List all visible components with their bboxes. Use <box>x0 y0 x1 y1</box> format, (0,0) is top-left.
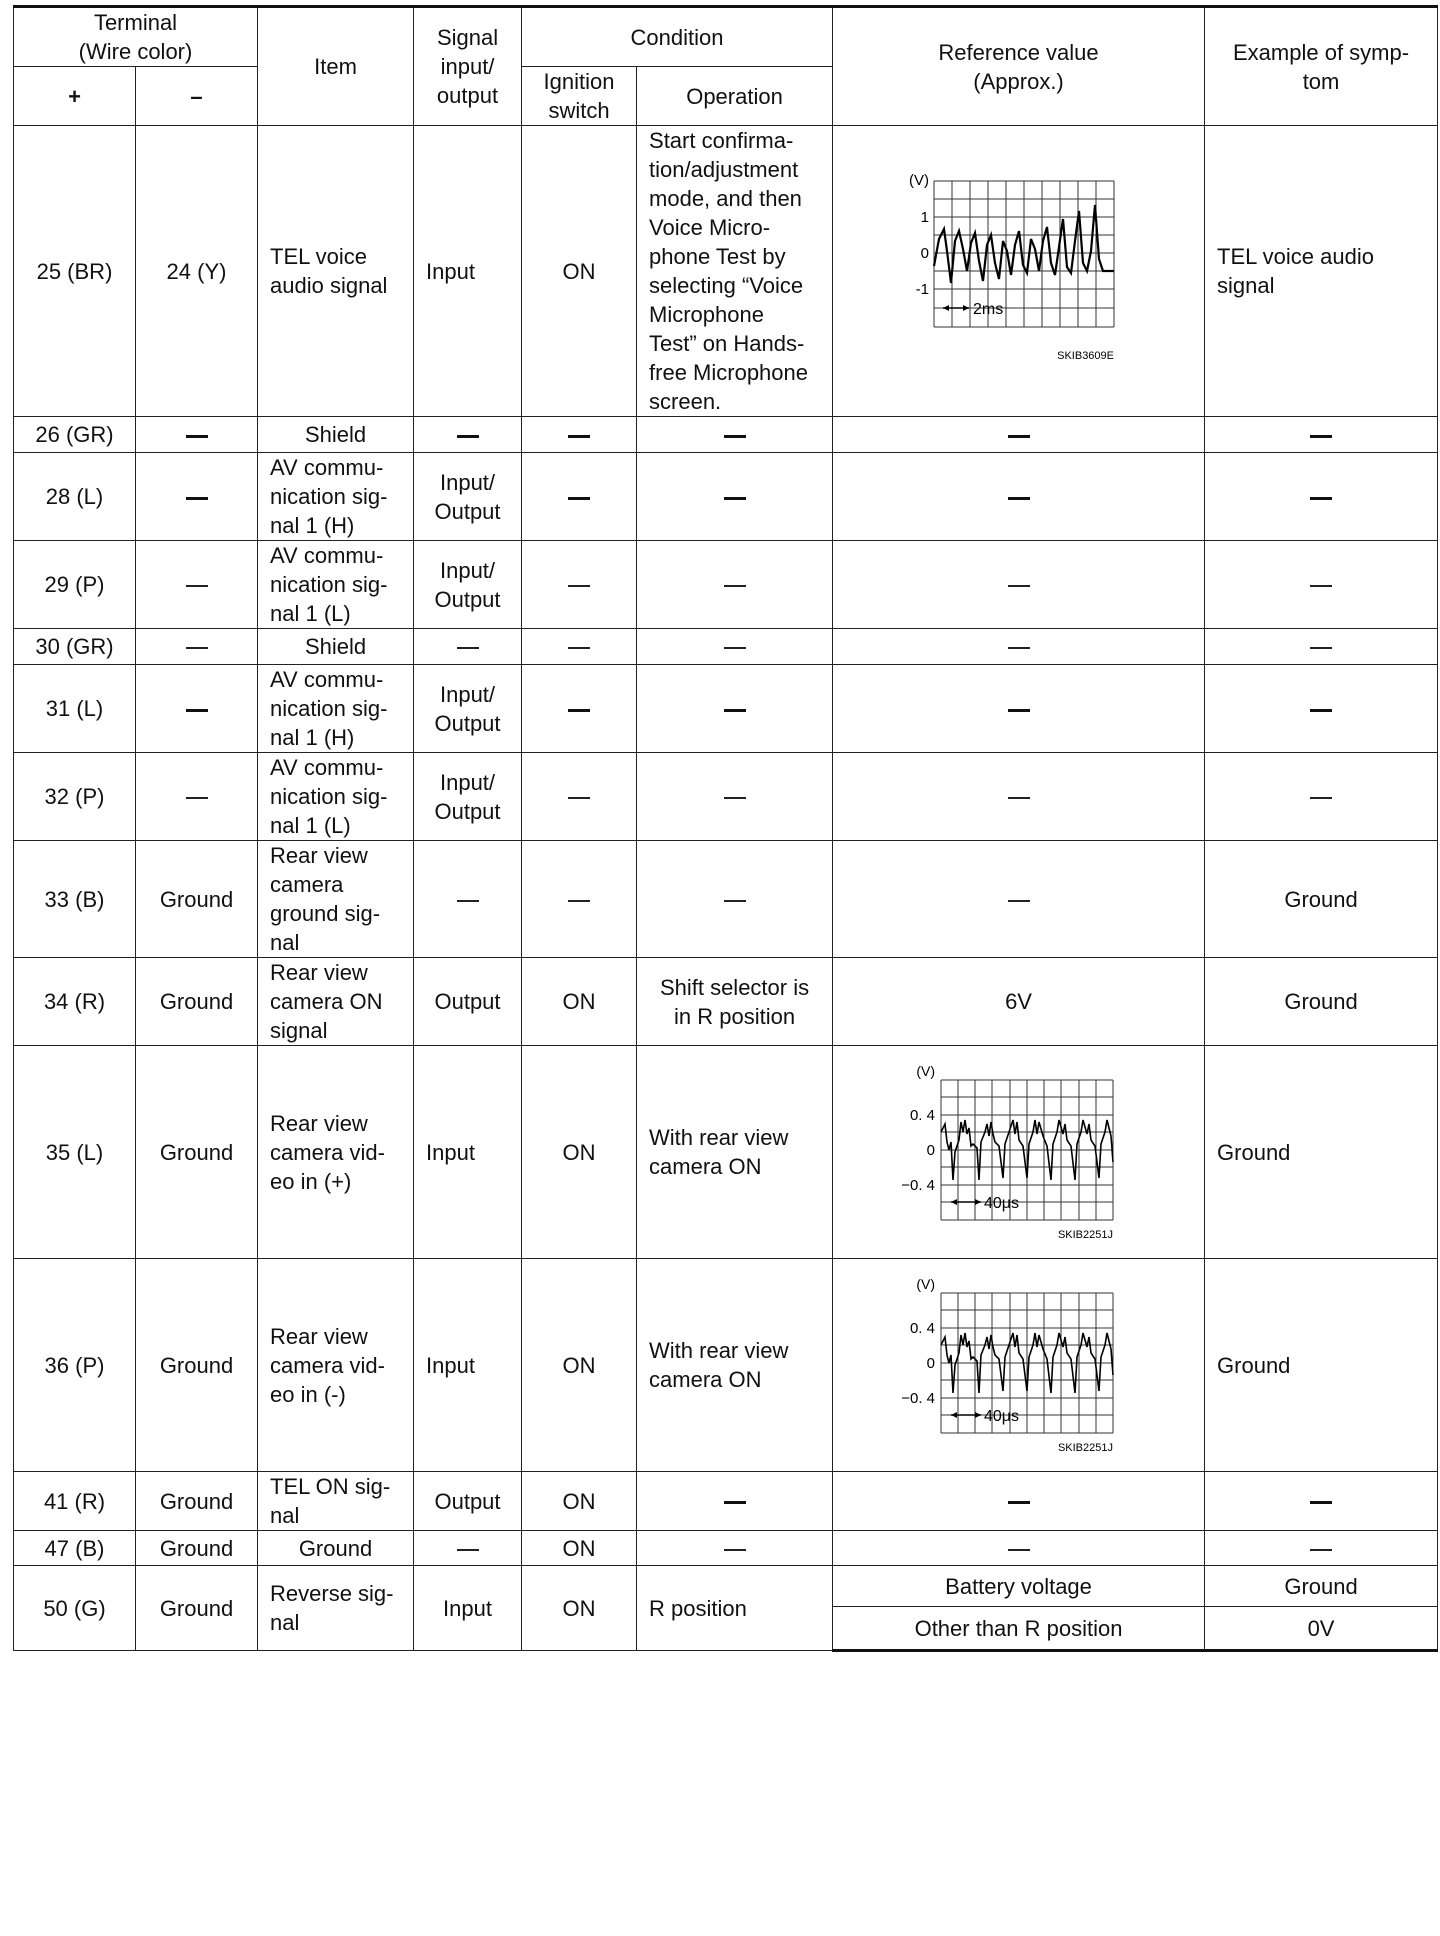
minus-cell <box>136 541 258 629</box>
dash-mark <box>186 709 208 712</box>
ignition-cell <box>522 665 637 753</box>
dash-mark <box>568 585 590 587</box>
dash-mark <box>1310 647 1332 649</box>
scope-y-mid: 0 <box>926 1142 935 1159</box>
item-cell: Rear view camera ground sig- nal <box>258 841 414 958</box>
plus-cell: 50 (G) <box>14 1566 136 1651</box>
example-cell <box>1205 1531 1438 1566</box>
operation-cell <box>637 1472 833 1531</box>
ignition-cell: ON <box>522 958 637 1046</box>
dash-mark <box>1310 1549 1332 1551</box>
scope-y-top: 0. 4 <box>909 1107 935 1124</box>
dash-mark <box>568 435 590 438</box>
signal-cell: Input <box>414 1566 522 1651</box>
dash-mark <box>724 497 746 500</box>
scope-y-top: 1 <box>920 209 929 226</box>
plus-cell: 30 (GR) <box>14 629 136 665</box>
signal-cell: Input/ Output <box>414 665 522 753</box>
item-cell: Ground <box>258 1531 414 1566</box>
ignition-cell: ON <box>522 1046 637 1259</box>
minus-cell <box>136 665 258 753</box>
minus-cell: Ground <box>136 1472 258 1531</box>
signal-cell: Input <box>414 1046 522 1259</box>
waveform-cell <box>833 1046 1205 1259</box>
waveform-scope-2 <box>889 1062 1149 1242</box>
minus-cell: Ground <box>136 958 258 1046</box>
reference-cell <box>833 1531 1205 1566</box>
scope-y-bot: −0. 4 <box>900 1177 935 1194</box>
minus-cell <box>136 629 258 665</box>
dash-mark <box>568 647 590 649</box>
dash-mark <box>186 585 208 587</box>
table-row <box>14 629 1438 665</box>
signal-cell: Output <box>414 1472 522 1531</box>
ignition-cell: ON <box>522 126 637 417</box>
scope-caption: SKIB2251J <box>1057 1442 1113 1454</box>
ignition-cell: ON <box>522 1566 637 1651</box>
item-cell: Rear view camera vid- eo in (-) <box>258 1259 414 1472</box>
signal-cell: Input/ Output <box>414 753 522 841</box>
dash-mark <box>1310 497 1332 500</box>
table-row <box>14 958 1438 1046</box>
plus-cell: 26 (GR) <box>14 417 136 453</box>
dash-mark <box>186 435 208 438</box>
reference-cell <box>833 417 1205 453</box>
reference-cell <box>833 629 1205 665</box>
dash-mark <box>724 585 746 587</box>
minus-cell: Ground <box>136 1566 258 1651</box>
example-cell: 0V <box>1205 1607 1438 1651</box>
operation-cell <box>637 417 833 453</box>
operation-header: Operation <box>637 67 833 126</box>
minus-cell: Ground <box>136 1531 258 1566</box>
dash-mark <box>186 497 208 500</box>
signal-cell <box>414 629 522 665</box>
dash-mark <box>1008 709 1030 712</box>
dash-mark <box>724 1501 746 1504</box>
minus-cell <box>136 453 258 541</box>
reference-cell <box>833 453 1205 541</box>
reference-cell <box>833 665 1205 753</box>
item-cell: Reverse sig- nal <box>258 1566 414 1651</box>
ignition-cell <box>522 417 637 453</box>
dash-mark <box>568 709 590 712</box>
dash-mark <box>1008 497 1030 500</box>
minus-header: – <box>136 67 258 126</box>
scope-y-mid: 0 <box>920 245 929 262</box>
table-row <box>14 417 1438 453</box>
scope-time-label: 40μs <box>983 1408 1019 1425</box>
table-row <box>14 1531 1438 1566</box>
operation-cell: With rear view camera ON <box>637 1046 833 1259</box>
item-cell: TEL voice audio signal <box>258 126 414 417</box>
operation-cell <box>637 629 833 665</box>
operation-cell: Start confirma- tion/adjustment mode, and then Voice Micro- phone Test by selecting “Voice Microphone Test” on Hands- free Microphone screen. <box>637 126 833 417</box>
item-cell: TEL ON sig- nal <box>258 1472 414 1531</box>
waveform-cell <box>833 126 1205 417</box>
example-cell <box>1205 417 1438 453</box>
ignition-cell <box>522 453 637 541</box>
operation-cell <box>637 753 833 841</box>
reference-cell: Battery voltage <box>833 1566 1205 1607</box>
item-cell: Rear view camera ON signal <box>258 958 414 1046</box>
plus-header: + <box>14 67 136 126</box>
scope-y-top: 0. 4 <box>909 1320 935 1337</box>
minus-cell: Ground <box>136 841 258 958</box>
minus-cell: Ground <box>136 1046 258 1259</box>
reference-header: Reference value (Approx.) <box>833 7 1205 126</box>
waveform-cell <box>833 1259 1205 1472</box>
operation-cell <box>637 541 833 629</box>
dash-mark <box>186 647 208 649</box>
signal-cell <box>414 841 522 958</box>
terminal-table <box>13 5 1438 1652</box>
example-cell <box>1205 453 1438 541</box>
waveform-scope-3 <box>889 1275 1149 1455</box>
plus-cell: 32 (P) <box>14 753 136 841</box>
plus-cell: 35 (L) <box>14 1046 136 1259</box>
dash-mark <box>457 900 479 902</box>
signal-cell <box>414 1531 522 1566</box>
dash-mark <box>1008 1501 1030 1504</box>
operation-cell <box>637 665 833 753</box>
dash-mark <box>724 900 746 902</box>
dash-mark <box>1310 585 1332 587</box>
table-row <box>14 126 1438 417</box>
example-cell <box>1205 541 1438 629</box>
dash-mark <box>724 1549 746 1551</box>
ignition-cell <box>522 841 637 958</box>
example-header: Example of symp- tom <box>1205 7 1438 126</box>
reference-cell: 6V <box>833 958 1205 1046</box>
reference-cell <box>833 541 1205 629</box>
dash-mark <box>724 435 746 438</box>
minus-cell <box>136 753 258 841</box>
ignition-cell: ON <box>522 1472 637 1531</box>
dash-mark <box>568 797 590 799</box>
signal-cell <box>414 417 522 453</box>
example-cell: TEL voice audio signal <box>1205 126 1438 417</box>
table-row <box>14 453 1438 541</box>
plus-cell: 29 (P) <box>14 541 136 629</box>
condition-header: Condition <box>522 7 833 67</box>
item-cell: AV commu- nication sig- nal 1 (L) <box>258 753 414 841</box>
item-cell: Shield <box>258 417 414 453</box>
item-cell: AV commu- nication sig- nal 1 (H) <box>258 453 414 541</box>
item-cell: AV commu- nication sig- nal 1 (L) <box>258 541 414 629</box>
dash-mark <box>1008 797 1030 799</box>
signal-cell: Input <box>414 1259 522 1472</box>
example-cell: Ground <box>1205 1046 1438 1259</box>
operation-cell: Shift selector is in R position <box>637 958 833 1046</box>
dash-mark <box>457 1549 479 1551</box>
dash-mark <box>186 797 208 799</box>
plus-cell: 28 (L) <box>14 453 136 541</box>
plus-cell: 41 (R) <box>14 1472 136 1531</box>
operation-cell <box>637 453 833 541</box>
plus-cell: 25 (BR) <box>14 126 136 417</box>
example-cell: Ground <box>1205 1259 1438 1472</box>
ignition-header: Ignition switch <box>522 67 637 126</box>
dash-mark <box>1008 585 1030 587</box>
table-row <box>14 541 1438 629</box>
operation-cell <box>637 1531 833 1566</box>
dash-mark <box>1310 1501 1332 1504</box>
example-cell <box>1205 629 1438 665</box>
item-cell: Rear view camera vid- eo in (+) <box>258 1046 414 1259</box>
scope-time-label: 2ms <box>972 301 1003 318</box>
signal-cell: Output <box>414 958 522 1046</box>
ignition-cell <box>522 541 637 629</box>
dash-mark <box>724 709 746 712</box>
reference-cell <box>833 753 1205 841</box>
signal-cell: Input/ Output <box>414 541 522 629</box>
ignition-cell <box>522 629 637 665</box>
table-row <box>14 841 1438 958</box>
operation-cell: R position <box>637 1566 833 1651</box>
dash-mark <box>1310 797 1332 799</box>
terminal-header: Terminal (Wire color) <box>14 7 258 67</box>
scope-y-bot: −0. 4 <box>900 1390 935 1407</box>
reference-cell <box>833 841 1205 958</box>
minus-cell: 24 (Y) <box>136 126 258 417</box>
example-cell: Ground <box>1205 841 1438 958</box>
item-cell: Shield <box>258 629 414 665</box>
operation-cell: With rear view camera ON <box>637 1259 833 1472</box>
example-cell <box>1205 753 1438 841</box>
example-cell: Ground <box>1205 958 1438 1046</box>
scope-caption: SKIB2251J <box>1057 1229 1113 1241</box>
ignition-cell: ON <box>522 1531 637 1566</box>
minus-cell <box>136 417 258 453</box>
item-cell: AV commu- nication sig- nal 1 (H) <box>258 665 414 753</box>
example-cell <box>1205 1472 1438 1531</box>
table-row <box>14 1046 1438 1259</box>
dash-mark <box>724 797 746 799</box>
table-row <box>14 1566 1438 1607</box>
plus-cell: 36 (P) <box>14 1259 136 1472</box>
dash-mark <box>1008 1549 1030 1551</box>
item-header: Item <box>258 7 414 126</box>
scope-caption: SKIB3609E <box>1056 350 1114 362</box>
scope-y-mid: 0 <box>926 1355 935 1372</box>
dash-mark <box>1310 435 1332 438</box>
plus-cell: 33 (B) <box>14 841 136 958</box>
ignition-cell: ON <box>522 1259 637 1472</box>
waveform-scope-1 <box>889 171 1149 371</box>
dash-mark <box>1008 435 1030 438</box>
scope-unit-label: (V) <box>915 1276 935 1292</box>
minus-cell: Ground <box>136 1259 258 1472</box>
ignition-cell <box>522 753 637 841</box>
table-row <box>14 753 1438 841</box>
dash-mark <box>457 647 479 649</box>
scope-y-bot: -1 <box>915 281 929 298</box>
plus-cell: 34 (R) <box>14 958 136 1046</box>
example-cell <box>1205 665 1438 753</box>
signal-cell: Input/ Output <box>414 453 522 541</box>
reference-cell: Other than R position <box>833 1607 1205 1651</box>
example-cell: Ground <box>1205 1566 1438 1607</box>
dash-mark <box>457 435 479 438</box>
dash-mark <box>1310 709 1332 712</box>
dash-mark <box>1008 647 1030 649</box>
dash-mark <box>568 497 590 500</box>
plus-cell: 31 (L) <box>14 665 136 753</box>
table-row <box>14 1259 1438 1472</box>
dash-mark <box>568 900 590 902</box>
table-row <box>14 665 1438 753</box>
dash-mark <box>724 647 746 649</box>
reference-cell <box>833 1472 1205 1531</box>
operation-cell <box>637 841 833 958</box>
dash-mark <box>1008 900 1030 902</box>
table-row <box>14 1472 1438 1531</box>
scope-time-label: 40μs <box>983 1195 1019 1212</box>
scope-unit-label: (V) <box>915 1063 935 1079</box>
plus-cell: 47 (B) <box>14 1531 136 1566</box>
scope-unit-label: (V) <box>908 172 929 189</box>
signal-header: Signal input/ output <box>414 7 522 126</box>
signal-cell: Input <box>414 126 522 417</box>
